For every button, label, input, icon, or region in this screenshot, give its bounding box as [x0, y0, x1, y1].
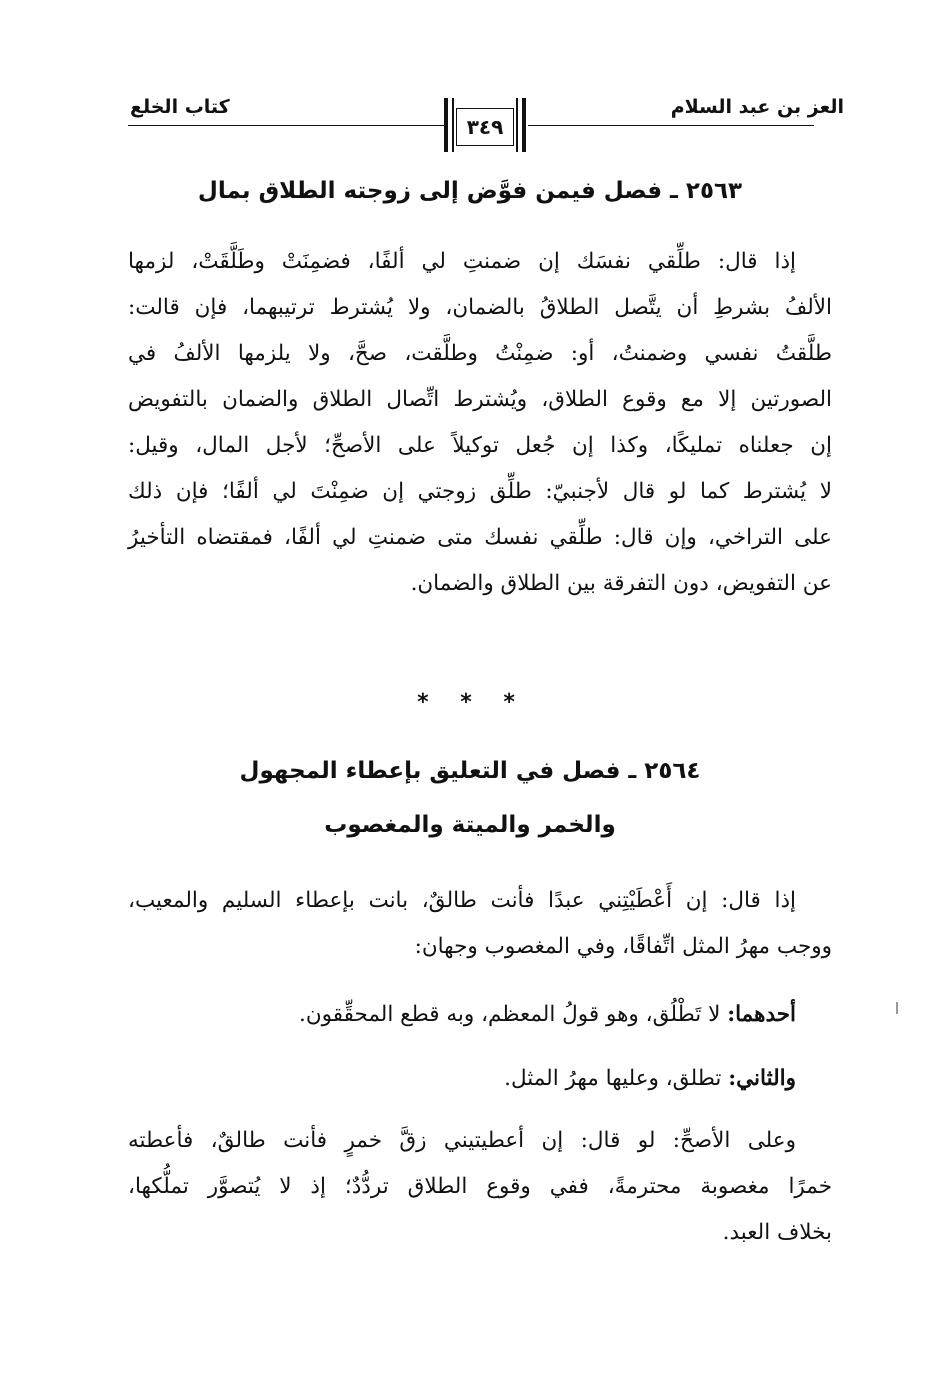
header-rule-right: [528, 125, 814, 126]
section-2564-paragraph-1: [128, 878, 832, 970]
text-line: لا يُشترط كما لو قال لأجنبيّ: طلِّق زوجتي إن ضمِنْتَ لي ألفًا؛ فإن ذلك: [128, 479, 832, 504]
text-line: وعلى الأصحِّ: لو قال: إن أعطيتيني زقَّ خمرٍ فأنت طالقٌ، فأعطته: [128, 1128, 796, 1153]
text-line: عن التفويض، دون التفرقة بين الطلاق والضمان.: [410, 571, 832, 596]
text-line: طلَّقتُ نفسي وضمنتُ، أو: ضمِنْتُ وطلَّقت، صحَّ، ولا يلزمها الألفُ في: [128, 341, 832, 366]
page-number: ٣٤٩: [456, 108, 514, 146]
section-heading-2564-line1: ٢٥٦٤ ـ فصل في التعليق بإعطاء المجهول: [239, 758, 701, 784]
text-line: الصورتين إلا مع وقوع الطلاق، ويُشترط اتِّصال الطلاق والضمان بالتفويض: [128, 387, 832, 412]
opinion-text: لا تَطْلُق، وهو قولُ المعظم، وبه قطع المحقِّقون.: [299, 1002, 721, 1027]
text-line: [128, 992, 832, 1038]
section-2563-paragraph: [128, 239, 832, 607]
text-line: إذا قال: طلِّقي نفسَك إن ضمنتِ لي ألفًا، فضمِنَتْ وطَلَّقَتْ، لزمها: [128, 249, 796, 274]
section-heading-2563: ٢٥٦٣ ـ فصل فيمن فوَّض إلى زوجته الطلاق بمال: [197, 178, 743, 204]
text-line: الألفُ بشرطِ أن يتَّصل الطلاقُ بالضمان، ولا يُشترط ترتيبهما، فإن قالت:: [128, 295, 832, 320]
running-header-book-title: كتاب الخلع: [130, 96, 230, 118]
section-separator-stars: * * *: [417, 690, 527, 715]
opinion-label: والثاني:: [728, 1066, 796, 1091]
section-heading-2564-line2: والخمر والميتة والمغصوب: [324, 812, 616, 838]
frame-bar: [522, 98, 526, 152]
section-2564-paragraph-2: [128, 1118, 832, 1256]
frame-bar: [516, 98, 518, 152]
running-header-author: العز بن عبد السلام: [670, 96, 844, 118]
header-rule-left: [128, 125, 444, 126]
page-number-frame: [444, 98, 526, 152]
frame-bar: [452, 98, 454, 152]
text-line: بخلاف العبد.: [722, 1220, 832, 1245]
text-line: إذا قال: إن أَعْطَيْتِني عبدًا فأنت طالقٌ، بانت بإعطاء السليم والمعيب،: [128, 888, 796, 913]
text-line: [128, 1056, 832, 1102]
frame-bar: [444, 98, 448, 152]
margin-mark: [896, 1002, 898, 1014]
text-line: على التراخي، وإن قال: طلِّقي نفسك متى ضمنتِ لي ألفًا، فمقتضاه التأخيرُ: [128, 525, 832, 550]
opinion-text: تطلق، وعليها مهرُ المثل.: [504, 1066, 722, 1091]
opinion-second: [128, 1056, 832, 1102]
text-line: ووجب مهرُ المثل اتِّفاقًا، وفي المغصوب وجهان:: [414, 934, 832, 959]
text-line: إن جعلناه تمليكًا، وكذا إن جُعل توكيلاً على الأصحِّ؛ لأجل المال، وقيل:: [128, 433, 832, 458]
opinion-first: [128, 992, 832, 1038]
opinion-label: أحدهما:: [727, 1002, 796, 1027]
text-line: خمرًا مغصوبة محترمةً، ففي وقوع الطلاق تردُّدٌ؛ إذ لا يُتصوَّر تملُّكها،: [128, 1174, 832, 1199]
